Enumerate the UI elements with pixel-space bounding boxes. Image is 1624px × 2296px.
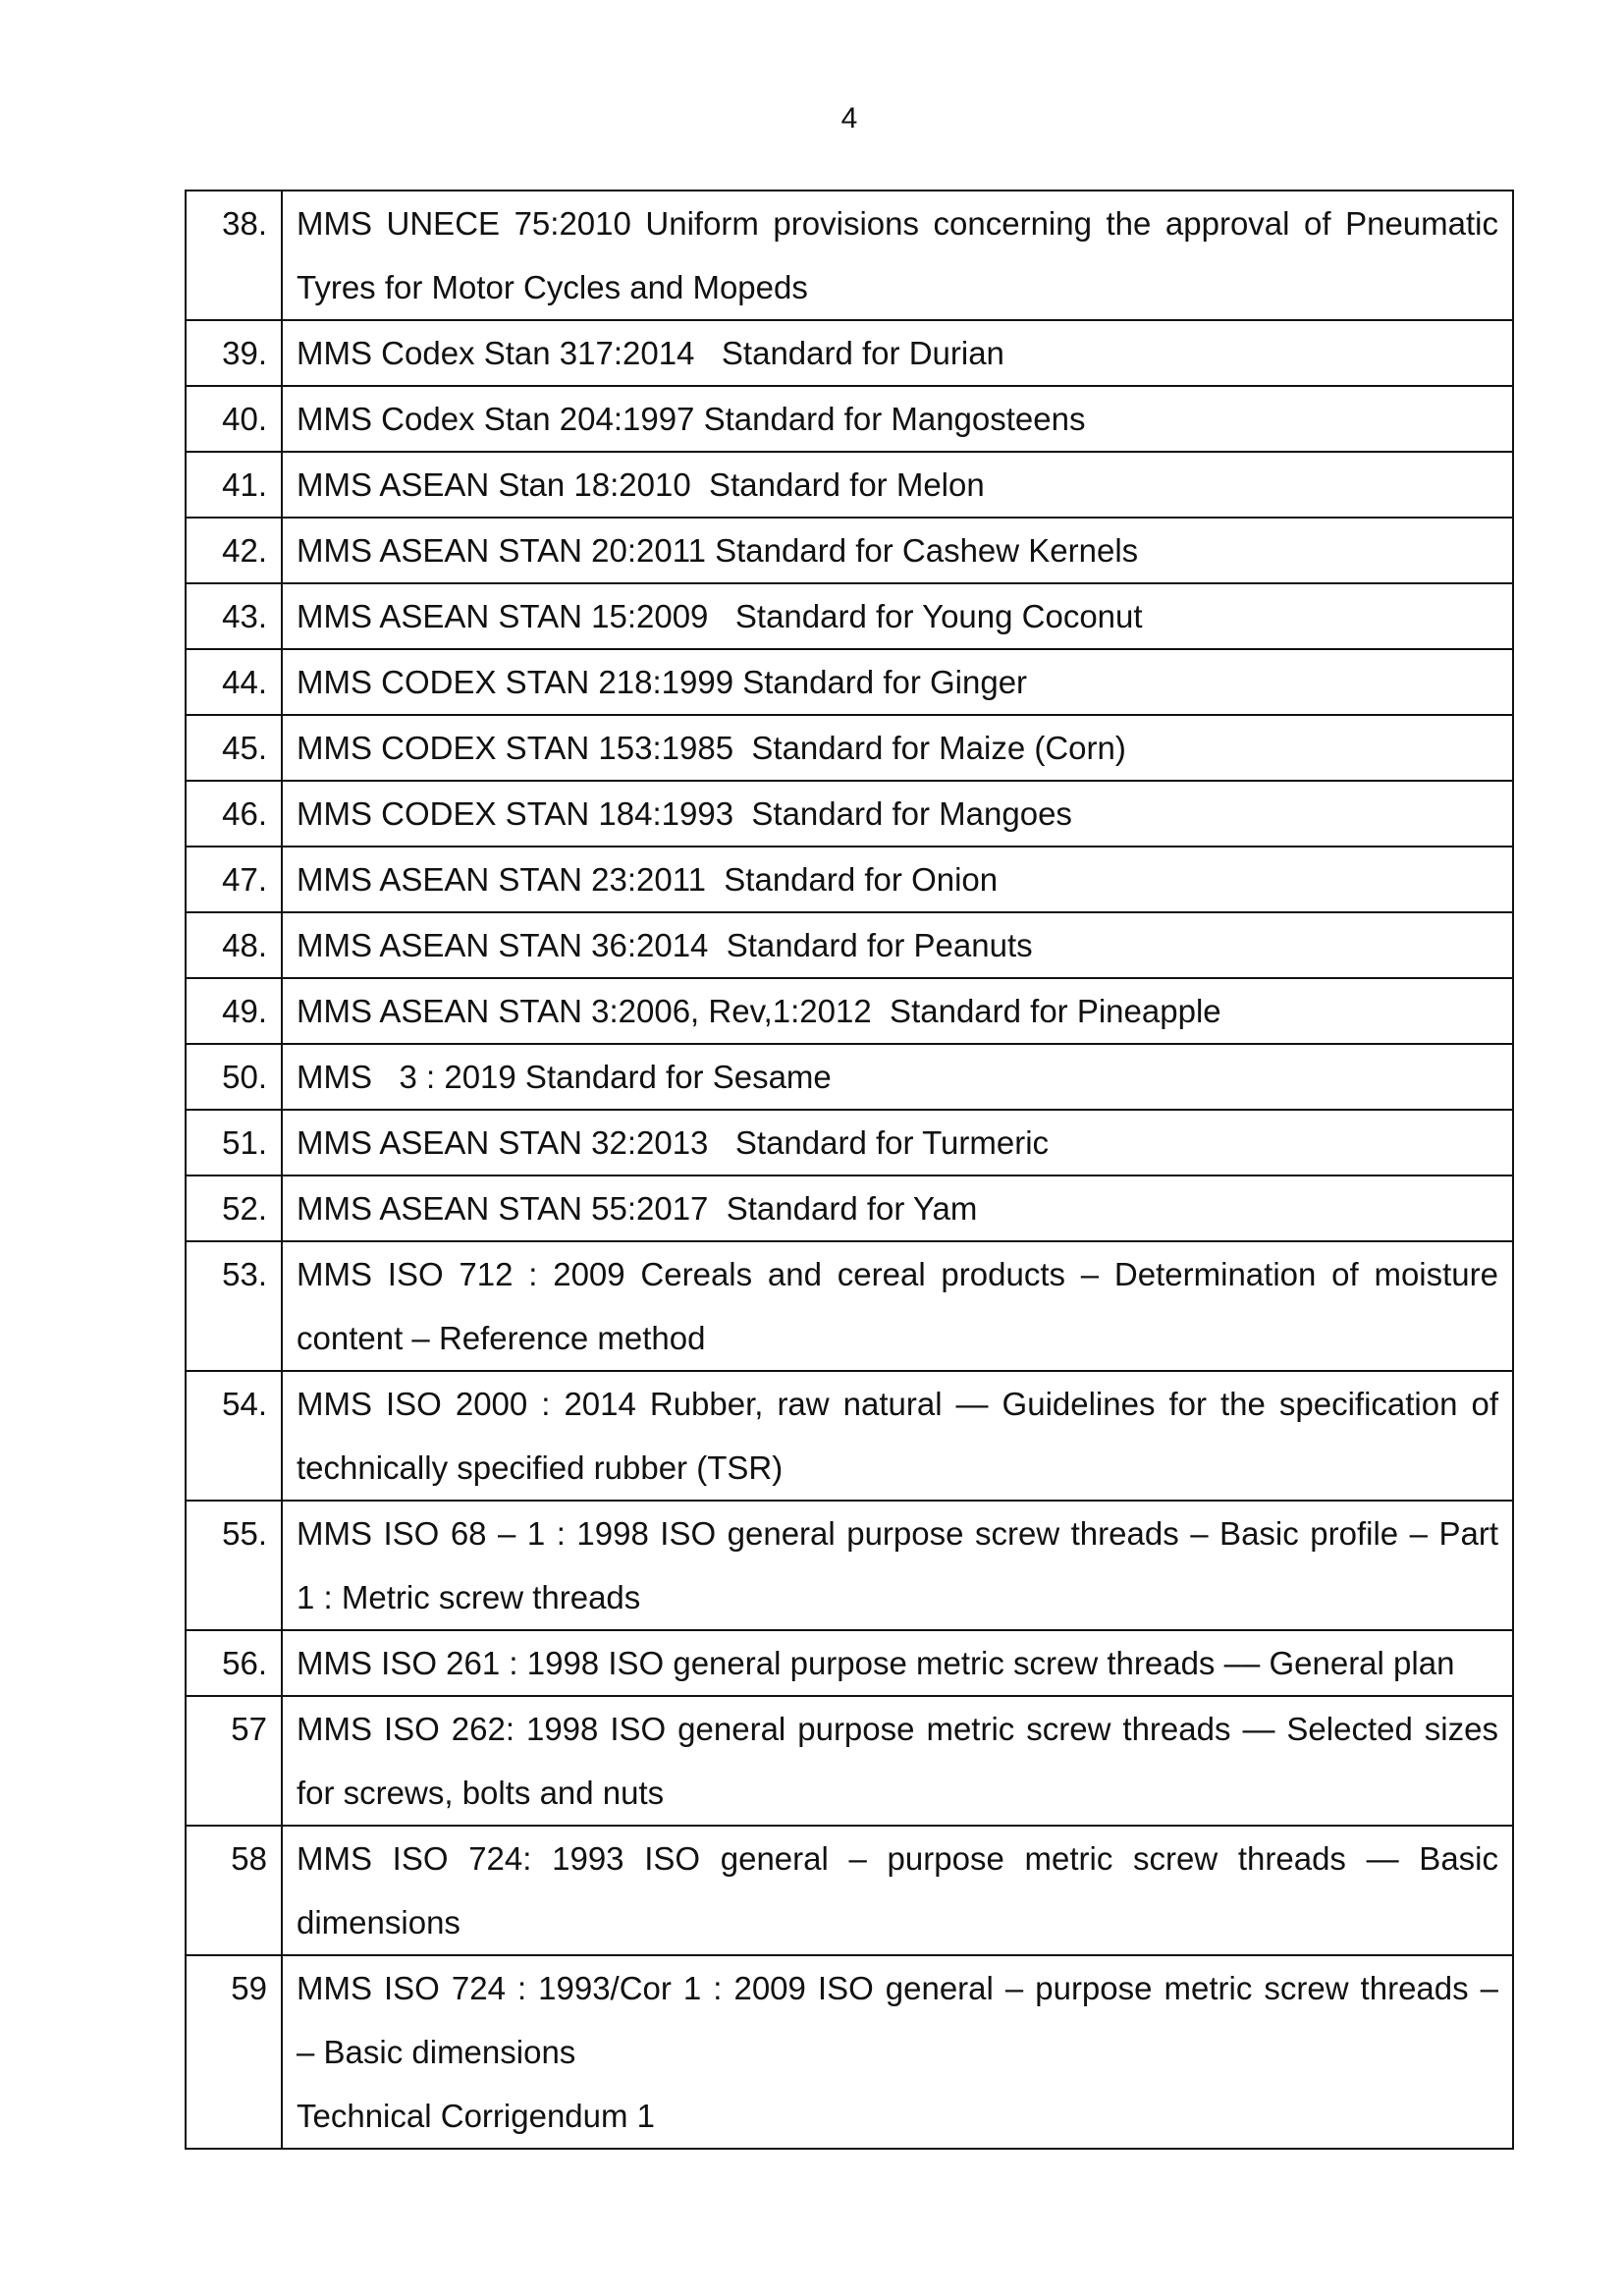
standard-title bbox=[282, 1241, 1513, 1371]
table-row bbox=[186, 978, 1513, 1044]
standard-title-line: technically specified rubber (TSR) bbox=[297, 1449, 784, 1486]
standard-title bbox=[282, 1696, 1513, 1826]
row-number: 41. bbox=[186, 452, 282, 518]
table-row bbox=[186, 1501, 1513, 1630]
row-number: 46. bbox=[186, 781, 282, 847]
standard-title-line: MMS ISO 712 : 2009 Cereals and cereal products – Determination of moisture bbox=[297, 1256, 1498, 1292]
row-number: 56. bbox=[186, 1630, 282, 1696]
standard-title-line: MMS ASEAN STAN 55:2017 Standard for Yam bbox=[297, 1190, 978, 1227]
standard-title bbox=[282, 978, 1513, 1044]
table-row bbox=[186, 1175, 1513, 1241]
row-number: 42. bbox=[186, 518, 282, 583]
standard-title bbox=[282, 1371, 1513, 1501]
standard-title-line: MMS ISO 724: 1993 ISO general – purpose metric screw threads — Basic bbox=[297, 1840, 1498, 1877]
row-number: 48. bbox=[186, 912, 282, 978]
standard-title bbox=[282, 1630, 1513, 1696]
row-number: 43. bbox=[186, 583, 282, 649]
standard-title-line: for screws, bolts and nuts bbox=[297, 1775, 665, 1811]
standard-title-line: MMS ISO 2000 : 2014 Rubber, raw natural — Guidelines for the specification of bbox=[297, 1386, 1498, 1422]
table-row bbox=[186, 1826, 1513, 1955]
standard-title-line: MMS ASEAN STAN 15:2009 Standard for Young Coconut bbox=[297, 598, 1143, 634]
standard-title bbox=[282, 781, 1513, 847]
standard-title bbox=[282, 518, 1513, 583]
standards-table-body bbox=[186, 191, 1513, 2149]
standard-title-line: Technical Corrigendum 1 bbox=[297, 2098, 656, 2134]
standard-title bbox=[282, 1110, 1513, 1175]
standard-title bbox=[282, 1826, 1513, 1955]
row-number: 54. bbox=[186, 1371, 282, 1501]
standard-title bbox=[282, 912, 1513, 978]
standard-title-line: MMS ISO 724 : 1993/Cor 1 : 2009 ISO general – purpose metric screw threads – bbox=[297, 1970, 1498, 2006]
standard-title-line: – Basic dimensions bbox=[297, 2034, 576, 2070]
standard-title-line: MMS CODEX STAN 153:1985 Standard for Maize (Corn) bbox=[297, 730, 1126, 766]
standard-title bbox=[282, 1501, 1513, 1630]
standard-title bbox=[282, 386, 1513, 452]
standard-title-line: MMS ISO 261 : 1998 ISO general purpose metric screw threads –– General plan bbox=[297, 1645, 1455, 1681]
table-row bbox=[186, 847, 1513, 912]
table-row bbox=[186, 583, 1513, 649]
standard-title bbox=[282, 583, 1513, 649]
standard-title-line: MMS ISO 262: 1998 ISO general purpose metric screw threads — Selected sizes bbox=[297, 1711, 1498, 1747]
standard-title-line: content – Reference method bbox=[297, 1320, 706, 1356]
row-number: 50. bbox=[186, 1044, 282, 1110]
standard-title-line: MMS ISO 68 – 1 : 1998 ISO general purpose screw threads – Basic profile – Part bbox=[297, 1515, 1498, 1552]
standard-title bbox=[282, 715, 1513, 781]
standard-title-line: MMS 3 : 2019 Standard for Sesame bbox=[297, 1059, 832, 1095]
row-number: 49. bbox=[186, 978, 282, 1044]
row-number: 55. bbox=[186, 1501, 282, 1630]
standard-title bbox=[282, 649, 1513, 715]
standard-title-line: MMS ASEAN Stan 18:2010 Standard for Melon bbox=[297, 466, 985, 503]
table-row bbox=[186, 320, 1513, 386]
standard-title-line: MMS ASEAN STAN 23:2011 Standard for Onion bbox=[297, 861, 999, 898]
standard-title bbox=[282, 191, 1513, 320]
row-number: 38. bbox=[186, 191, 282, 320]
standard-title-line: MMS CODEX STAN 218:1999 Standard for Ginger bbox=[297, 664, 1028, 700]
table-row bbox=[186, 1241, 1513, 1371]
standard-title-line: MMS Codex Stan 317:2014 Standard for Durian bbox=[297, 335, 1004, 371]
table-row bbox=[186, 191, 1513, 320]
standard-title-line: MMS ASEAN STAN 36:2014 Standard for Peanuts bbox=[297, 927, 1033, 963]
standard-title-line: 1 : Metric screw threads bbox=[297, 1579, 641, 1615]
standard-title-line: MMS ASEAN STAN 20:2011 Standard for Cashew Kernels bbox=[297, 532, 1139, 569]
standard-title-line: dimensions bbox=[297, 1904, 460, 1941]
row-number: 51. bbox=[186, 1110, 282, 1175]
table-row bbox=[186, 649, 1513, 715]
row-number: 52. bbox=[186, 1175, 282, 1241]
table-row bbox=[186, 1696, 1513, 1826]
row-number: 40. bbox=[186, 386, 282, 452]
row-number: 44. bbox=[186, 649, 282, 715]
standard-title bbox=[282, 452, 1513, 518]
table-row bbox=[186, 386, 1513, 452]
table-row bbox=[186, 1955, 1513, 2149]
standard-title-line: MMS UNECE 75:2010 Uniform provisions concerning the approval of Pneumatic bbox=[297, 205, 1498, 242]
row-number: 53. bbox=[186, 1241, 282, 1371]
standard-title-line: MMS ASEAN STAN 32:2013 Standard for Turmeric bbox=[297, 1124, 1050, 1161]
standard-title-line: MMS Codex Stan 204:1997 Standard for Mangosteens bbox=[297, 401, 1086, 437]
table-row bbox=[186, 715, 1513, 781]
table-row bbox=[186, 518, 1513, 583]
row-number: 47. bbox=[186, 847, 282, 912]
table-row bbox=[186, 1110, 1513, 1175]
table-row bbox=[186, 781, 1513, 847]
table-row bbox=[186, 452, 1513, 518]
standard-title-line: Tyres for Motor Cycles and Mopeds bbox=[297, 269, 808, 305]
standard-title-line: MMS ASEAN STAN 3:2006, Rev,1:2012 Standard for Pineapple bbox=[297, 993, 1221, 1029]
table-row bbox=[186, 1630, 1513, 1696]
row-number: 45. bbox=[186, 715, 282, 781]
row-number: 58 bbox=[186, 1826, 282, 1955]
standard-title bbox=[282, 1175, 1513, 1241]
standard-title bbox=[282, 1044, 1513, 1110]
row-number: 39. bbox=[186, 320, 282, 386]
standards-table bbox=[185, 190, 1514, 2150]
standard-title bbox=[282, 847, 1513, 912]
standard-title bbox=[282, 1955, 1513, 2149]
row-number: 59 bbox=[186, 1955, 282, 2149]
page-number: 4 bbox=[840, 102, 858, 135]
table-row bbox=[186, 1044, 1513, 1110]
standard-title bbox=[282, 320, 1513, 386]
standard-title-line: MMS CODEX STAN 184:1993 Standard for Mangoes bbox=[297, 795, 1072, 832]
table-row bbox=[186, 912, 1513, 978]
row-number: 57 bbox=[186, 1696, 282, 1826]
table-row bbox=[186, 1371, 1513, 1501]
